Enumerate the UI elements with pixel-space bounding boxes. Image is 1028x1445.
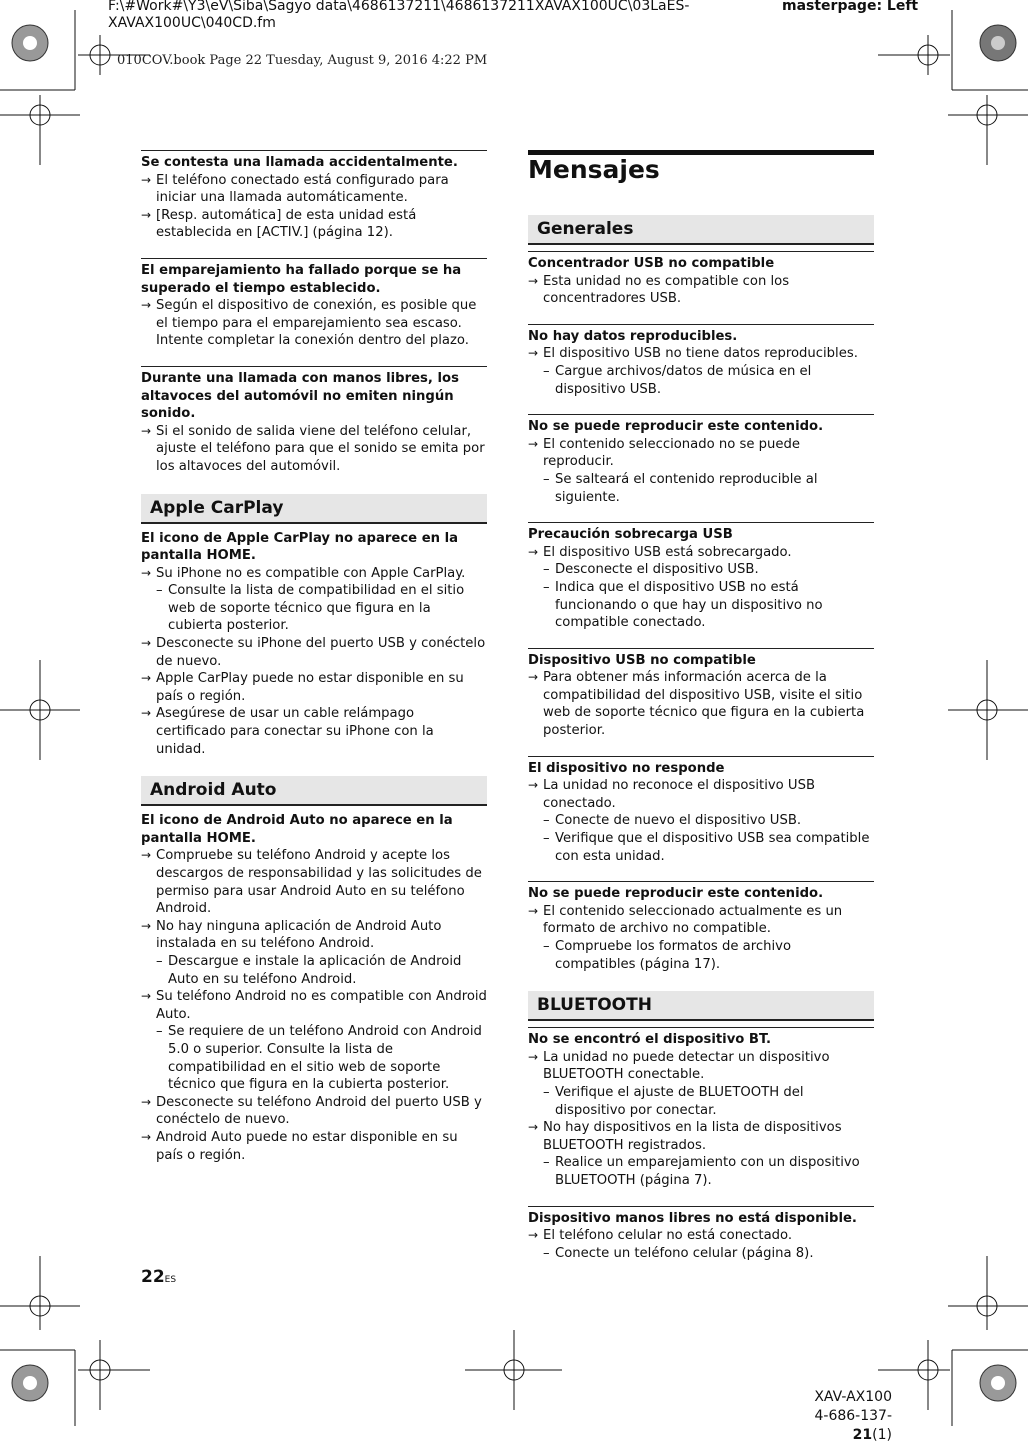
answer-line: → Según el dispositivo de conexión, es posible que el tiempo para el emparejamiento sea escaso. Intente completar la conexión dentro del plazo.	[141, 297, 487, 350]
book-info-line: 010COV.book Page 22 Tuesday, August 9, 2016 4:22 PM	[117, 53, 488, 68]
answer-line: → Desconecte su iPhone del puerto USB y conéctelo de nuevo.	[141, 635, 487, 670]
detail-line: – Se salteará el contenido reproducible al siguiente.	[528, 471, 874, 506]
answer-line: → No hay ninguna aplicación de Android Auto instalada en su teléfono Android.	[141, 918, 487, 953]
answer-line: → Para obtener más información acerca de la compatibilidad del dispositivo USB, visite el sitio web de soporte técnico que figura en la cubierta posterior.	[528, 669, 874, 739]
answer-line: → Su iPhone no es compatible con Apple CarPlay.	[141, 565, 487, 583]
detail-line: – Realice un emparejamiento con un dispositivo BLUETOOTH (página 7).	[528, 1154, 874, 1189]
carplay-question: El icono de Apple CarPlay no aparece en la pantalla HOME.	[141, 530, 459, 564]
troubleshooting-topic	[528, 522, 874, 632]
detail-line: – Se requiere de un teléfono Android con Android 5.0 o superior. Consulte la lista de compatibilidad en el sitio web de soporte técnico que figura en la cubierta posterior.	[141, 1023, 487, 1093]
answer-line: → Android Auto puede no estar disponible en su país o región.	[141, 1129, 487, 1164]
topic-question: Durante una llamada con manos libres, los altavoces del automóvil no emiten ningún sonido.	[141, 370, 459, 422]
troubleshooting-topic	[528, 251, 874, 308]
bluetooth-topics	[528, 1027, 874, 1262]
topic-question: El dispositivo no responde	[528, 760, 725, 776]
topic-question: Se contesta una llamada accidentalmente.	[141, 155, 458, 170]
detail-line: – Verifique que el dispositivo USB sea compatible con esta unidad.	[528, 830, 874, 865]
section-apple-carplay: Apple CarPlay	[141, 494, 487, 524]
android-question: El icono de Android Auto no aparece en la pantalla HOME.	[141, 813, 453, 846]
detail-line: – Verifique el ajuste de BLUETOOTH del dispositivo por conectar.	[528, 1084, 874, 1119]
android-topic	[141, 812, 487, 1164]
troubleshooting-topic	[141, 258, 487, 350]
answer-line: → La unidad no reconoce el dispositivo USB conectado.	[528, 777, 874, 812]
troubleshooting-topic	[528, 1027, 874, 1189]
answer-line: → Si el sonido de salida viene del teléfono celular, ajuste el teléfono para que el sonido se emita por los altavoces del automóvil.	[141, 423, 487, 476]
answer-line: → Asegúrese de usar un cable relámpago certificado para conectar su iPhone con la unidad.	[141, 705, 487, 758]
part-code: 4-686-137-21(1)	[814, 1408, 892, 1443]
left-topics	[141, 150, 487, 476]
section-generales: Generales	[528, 215, 874, 245]
left-column	[141, 150, 487, 1180]
generales-topics	[528, 251, 874, 973]
troubleshooting-topic	[528, 414, 874, 506]
mensajes-title: Mensajes	[528, 150, 874, 203]
topic-question: No se puede reproducir este contenido.	[528, 419, 824, 435]
troubleshooting-topic	[528, 648, 874, 740]
detail-line: – Descargue e instale la aplicación de Android Auto en su teléfono Android.	[141, 953, 487, 988]
answer-line: → El teléfono conectado está configurado para iniciar una llamada automáticamente.	[141, 172, 487, 207]
carplay-topic	[141, 530, 487, 759]
detail-line: – Conecte de nuevo el dispositivo USB.	[528, 812, 874, 830]
topic-question: No hay datos reproducibles.	[528, 328, 738, 344]
detail-line: – Cargue archivos/datos de música en el dispositivo USB.	[528, 363, 874, 398]
answer-line: → Su teléfono Android no es compatible con Android Auto.	[141, 988, 487, 1023]
answer-line: → La unidad no puede detectar un dispositivo BLUETOOTH conectable.	[528, 1049, 874, 1084]
troubleshooting-topic	[141, 150, 487, 242]
detail-line: – Desconecte el dispositivo USB.	[528, 561, 874, 579]
troubleshooting-topic	[528, 881, 874, 973]
troubleshooting-topic	[141, 366, 487, 476]
answer-line: → El contenido seleccionado no se puede reproducir.	[528, 436, 874, 471]
section-bluetooth: BLUETOOTH	[528, 991, 874, 1021]
carplay-answers	[141, 565, 487, 759]
answer-line: → No hay dispositivos en la lista de dispositivos BLUETOOTH registrados.	[528, 1119, 874, 1154]
section-android-auto: Android Auto	[141, 776, 487, 806]
answer-line: → El teléfono celular no está conectado.	[528, 1227, 874, 1245]
topic-question: Concentrador USB no compatible	[528, 256, 775, 271]
detail-line: – Indica que el dispositivo USB no está funcionando o que hay un dispositivo no compatible conectado.	[528, 579, 874, 632]
answer-line: → [Resp. automática] de esta unidad está establecida en [ACTIV.] (página 12).	[141, 207, 487, 242]
answer-line: → Esta unidad no es compatible con los concentradores USB.	[528, 273, 874, 308]
answer-line: → Desconecte su teléfono Android del puerto USB y conéctelo de nuevo.	[141, 1094, 487, 1129]
topic-question: Dispositivo manos libres no está disponible.	[528, 1210, 857, 1226]
page-number: 22ES	[141, 1267, 177, 1287]
right-column	[528, 150, 874, 1278]
topic-question: Dispositivo USB no compatible	[528, 652, 756, 668]
troubleshooting-topic	[528, 1206, 874, 1263]
topic-question: El emparejamiento ha fallado porque se ha superado el tiempo establecido.	[141, 262, 462, 296]
topic-question: No se encontró el dispositivo BT.	[528, 1032, 771, 1048]
masterpage-label: masterpage: Left	[782, 0, 919, 14]
android-answers	[141, 847, 487, 1164]
answer-line: → El dispositivo USB está sobrecargado.	[528, 544, 874, 562]
answer-line: → El dispositivo USB no tiene datos reproducibles.	[528, 345, 874, 363]
troubleshooting-topic	[528, 324, 874, 398]
answer-line: → Apple CarPlay puede no estar disponible en su país o región.	[141, 670, 487, 705]
answer-line: → Compruebe su teléfono Android y acepte los descargos de responsabilidad y las solicitudes de permiso para usar Android Auto en su teléfono Android.	[141, 847, 487, 917]
troubleshooting-topic	[528, 756, 874, 866]
model-name: XAV-AX100	[814, 1389, 892, 1405]
answer-line: → El contenido seleccionado actualmente es un formato de archivo no compatible.	[528, 903, 874, 938]
topic-question: No se puede reproducir este contenido.	[528, 886, 824, 902]
detail-line: – Conecte un teléfono celular (página 8).	[528, 1245, 874, 1263]
detail-line: – Consulte la lista de compatibilidad en el sitio web de soporte técnico que figura en la cubierta posterior.	[141, 582, 487, 635]
detail-line: – Compruebe los formatos de archivo compatibles (página 17).	[528, 938, 874, 973]
file-path-header: F:\#Work#\Y3\eV\Siba\Sagyo data\4686137211\4686137211XAVAX100UC\03LaES-XAVAX100UC\040CD.fm	[108, 0, 690, 31]
topic-question: Precaución sobrecarga USB	[528, 527, 733, 543]
model-info	[780, 1388, 892, 1445]
